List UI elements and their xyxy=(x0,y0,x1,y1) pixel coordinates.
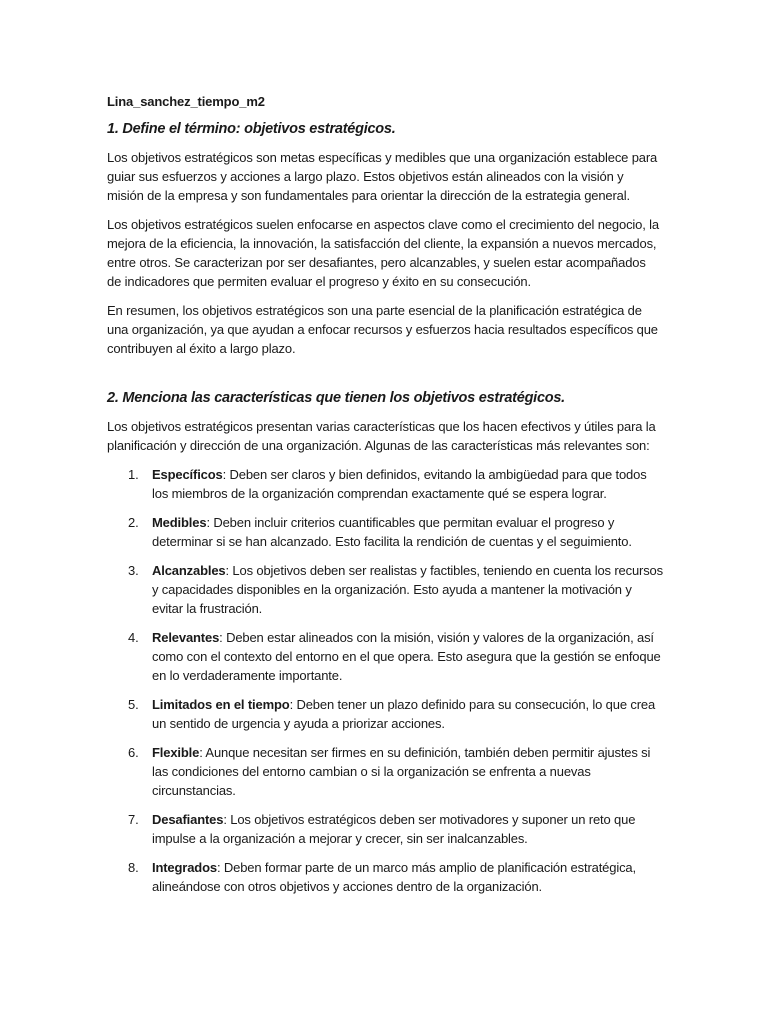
list-item-text: : Deben tener un plazo definido para su consecución, lo que crea un sentido de urgencia y ayuda a priorizar acciones. xyxy=(152,697,656,731)
document-page xyxy=(107,92,663,906)
list-item-term: Relevantes xyxy=(152,630,220,645)
list-item-term: Limitados en el tiempo xyxy=(152,697,290,712)
list-item-number: 5. xyxy=(128,697,139,712)
list-item-term: Flexible xyxy=(152,745,200,760)
document-title: Lina_sanchez_tiempo_m2 xyxy=(107,94,265,109)
list-item-number: 8. xyxy=(128,860,139,875)
list-item-text: : Deben ser claros y bien definidos, evitando la ambigüedad para que todos los miembros de la organización comprendan exactamente qué se espera lograr. xyxy=(152,467,647,501)
section-1-paragraph-1: Los objetivos estratégicos son metas específicas y medibles que una organización establece para guiar sus esfuerzos y acciones a largo plazo. Estos objetivos están alineados con la visión y misión de la empresa y son fundamentales para orientar la dirección de la estrategia general. xyxy=(107,150,658,203)
list-item-text: : Deben estar alineados con la misión, visión y valores de la organización, así como con el contexto del entorno en el que opera. Esto asegura que la gestión se enfoque en lo verdaderamente importante. xyxy=(152,630,661,683)
list-item xyxy=(107,858,663,896)
list-item xyxy=(107,695,663,733)
list-item-text: : Los objetivos estratégicos deben ser motivadores y suponer un reto que impulse a la organización a mejorar y crecer, sin ser inalcanzables. xyxy=(152,812,636,846)
list-item-text: : Deben formar parte de un marco más amplio de planificación estratégica, alineándose con otros objetivos y acciones dentro de la organización. xyxy=(152,860,636,894)
list-item xyxy=(107,628,663,685)
list-item-term: Específicos xyxy=(152,467,223,482)
list-item-number: 2. xyxy=(128,515,139,530)
list-item xyxy=(107,743,663,800)
list-item xyxy=(107,561,663,618)
list-item-number: 3. xyxy=(128,563,139,578)
section-1-heading: 1. Define el término: objetivos estratégicos. xyxy=(107,121,396,137)
list-item-text: : Deben incluir criterios cuantificables que permitan evaluar el progreso y determinar si se han alcanzado. Esto facilita la rendición de cuentas y el seguimiento. xyxy=(152,515,632,549)
list-item-number: 6. xyxy=(128,745,139,760)
section-1-paragraph-3: En resumen, los objetivos estratégicos son una parte esencial de la planificación estratégica de una organización, ya que ayudan a enfocar recursos y esfuerzos hacia resultados específicos que contribuyen al éxito a largo plazo. xyxy=(107,303,658,356)
list-item-number: 1. xyxy=(128,467,139,482)
section-1-paragraph-2: Los objetivos estratégicos suelen enfocarse en aspectos clave como el crecimiento del negocio, la mejora de la eficiencia, la innovación, la satisfacción del cliente, la expansión a nuevos mercados, entre otros. Se caracterizan por ser desafiantes, pero alcanzables, y suelen estar acompañados de indicadores que permiten evaluar el progreso y éxito en su consecución. xyxy=(107,217,659,289)
list-item-text: : Aunque necesitan ser firmes en su definición, también deben permitir ajustes si las condiciones del entorno cambian o si la organización se enfrenta a nuevas circunstancias. xyxy=(152,745,651,798)
list-item xyxy=(107,465,663,503)
section-2-heading: 2. Menciona las características que tienen los objetivos estratégicos. xyxy=(107,390,565,406)
list-item-term: Desafiantes xyxy=(152,812,224,827)
list-item-text: : Los objetivos deben ser realistas y factibles, teniendo en cuenta los recursos y capacidades disponibles en la organización. Esto ayuda a mantener la motivación y evitar la frustración. xyxy=(152,563,663,616)
list-item-number: 4. xyxy=(128,630,139,645)
list-item-number: 7. xyxy=(128,812,139,827)
list-item-term: Integrados xyxy=(152,860,217,875)
characteristics-list xyxy=(107,465,663,896)
list-item xyxy=(107,513,663,551)
list-item-term: Medibles xyxy=(152,515,207,530)
section-2-intro: Los objetivos estratégicos presentan varias características que los hacen efectivos y útiles para la planificación y dirección de una organización. Algunas de las características más relevantes son: xyxy=(107,419,656,453)
list-item xyxy=(107,810,663,848)
list-item-term: Alcanzables xyxy=(152,563,226,578)
